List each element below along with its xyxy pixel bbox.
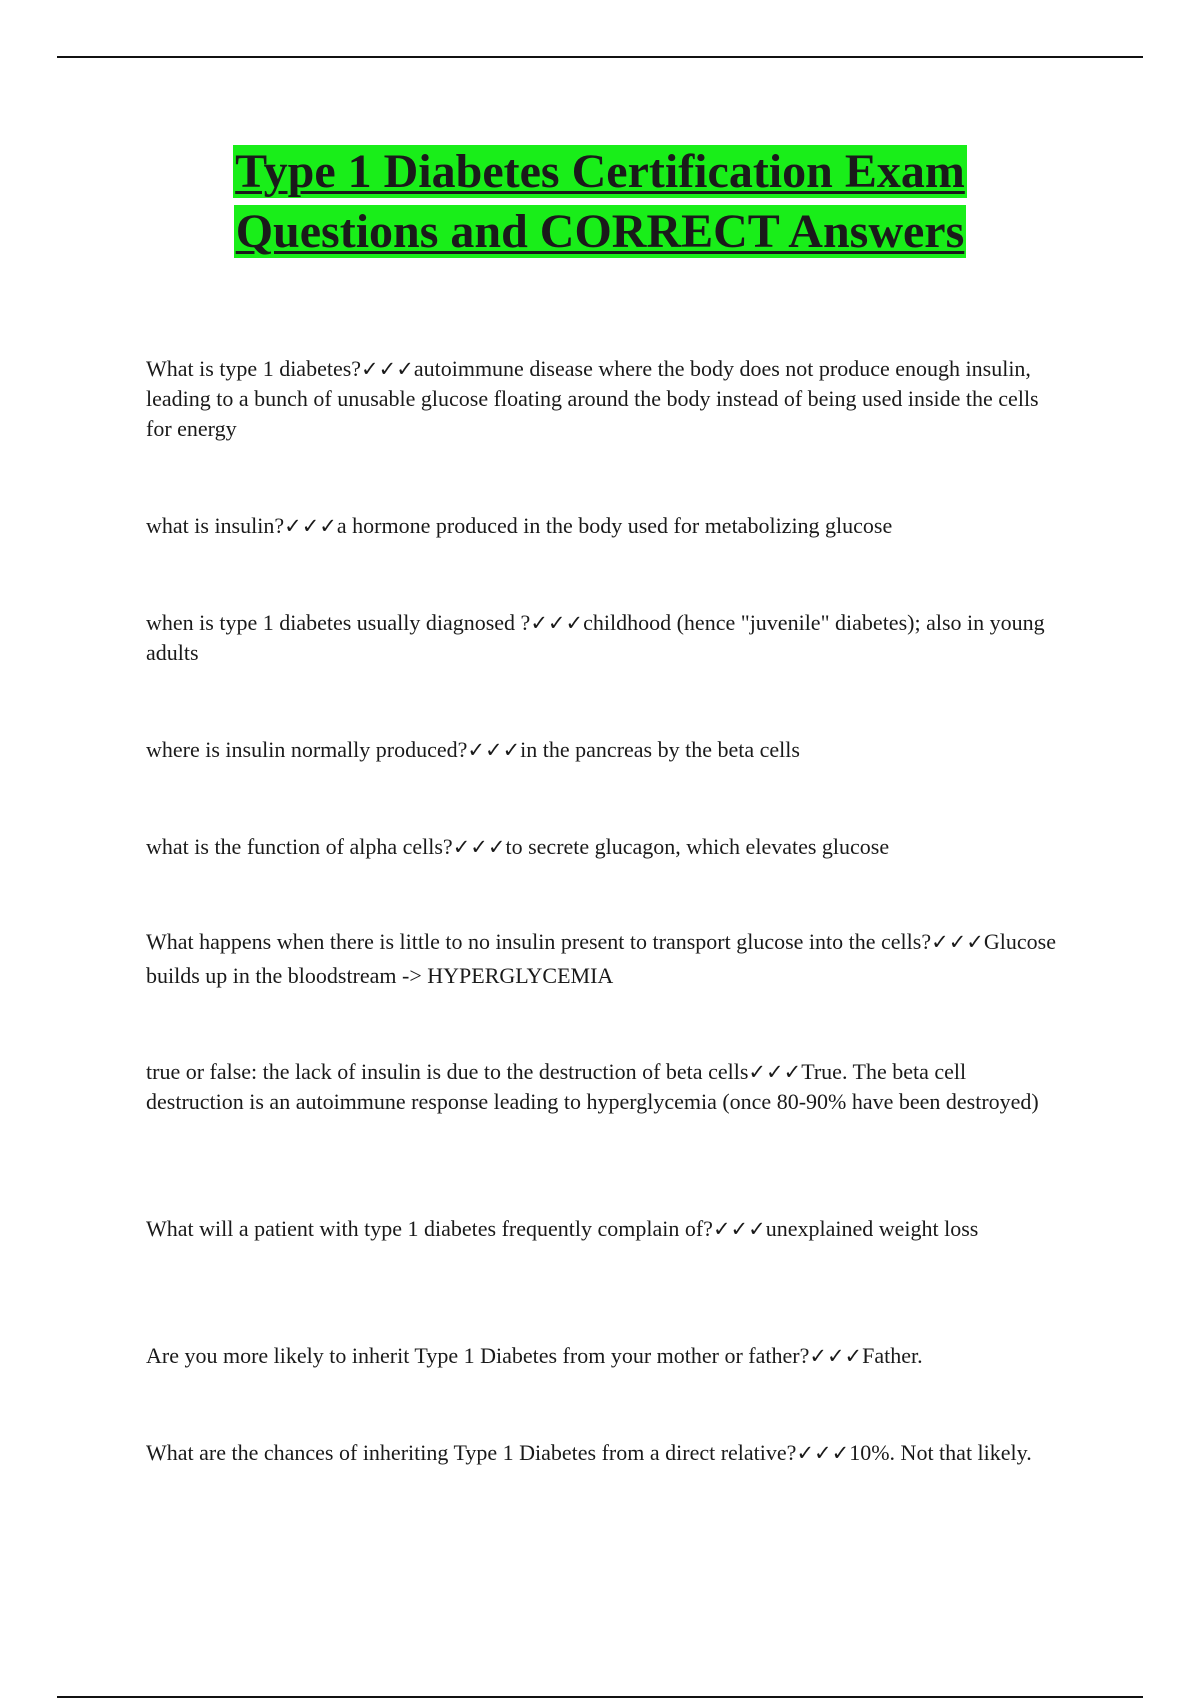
answer-text: unexplained weight loss: [765, 1216, 979, 1241]
qa-item-10: [146, 1438, 1066, 1468]
answer-text: childhood (hence "juvenile" diabetes); also in young adults: [146, 610, 1045, 665]
answer-text: Father.: [862, 1343, 923, 1368]
checkmark-icon: ✓✓✓: [452, 835, 506, 859]
top-rule: [57, 56, 1143, 58]
qa-item-2: [146, 511, 1066, 541]
title-block: [0, 142, 1200, 262]
title-line-1: Type 1 Diabetes Certification Exam: [235, 145, 965, 198]
checkmark-icon: ✓✓✓: [748, 1060, 802, 1084]
answer-text: Glucose builds up in the bloodstream -> HYPERGLYCEMIA: [146, 929, 1056, 988]
answer-text: True. The beta cell destruction is an autoimmune response leading to hyperglycemia (once 80-90% have been destroyed): [146, 1059, 1039, 1114]
qa-item-9: [146, 1341, 1066, 1371]
title-line-2: Questions and CORRECT Answers: [235, 205, 965, 258]
answer-text: in the pancreas by the beta cells: [520, 737, 800, 762]
qa-item-3: [146, 608, 1066, 668]
question-text: What happens when there is little to no insulin present to transport glucose into the cells?: [146, 929, 932, 954]
qa-item-1: [146, 354, 1066, 444]
checkmark-icon: ✓✓✓: [931, 930, 984, 954]
qa-item-4: [146, 735, 1066, 765]
question-text: where is insulin normally produced?: [146, 737, 468, 762]
answer-text: a hormone produced in the body used for metabolizing glucose: [336, 513, 893, 538]
document-title: [0, 142, 1200, 262]
qa-item-8: [146, 1214, 1066, 1244]
answer-text: to secrete glucagon, which elevates glucose: [505, 834, 890, 859]
question-text: What are the chances of inheriting Type 1 Diabetes from a direct relative?: [146, 1440, 797, 1465]
checkmark-icon: ✓✓✓: [809, 1344, 863, 1368]
question-text: when is type 1 diabetes usually diagnosed ?: [146, 610, 531, 635]
question-text: What is type 1 diabetes?: [146, 356, 362, 381]
checkmark-icon: ✓✓✓: [712, 1217, 766, 1241]
qa-item-5: [146, 832, 1066, 862]
checkmark-icon: ✓✓✓: [530, 611, 584, 635]
checkmark-icon: ✓✓✓: [467, 738, 521, 762]
question-text: what is insulin?: [146, 513, 285, 538]
question-text: true or false: the lack of insulin is due to the destruction of beta cells: [146, 1059, 749, 1084]
qa-item-7: [146, 1057, 1066, 1117]
question-text: Are you more likely to inherit Type 1 Diabetes from your mother or father?: [146, 1343, 810, 1368]
checkmark-icon: ✓✓✓: [284, 514, 337, 538]
checkmark-icon: ✓✓✓: [796, 1441, 850, 1465]
answer-text: autoimmune disease where the body does not produce enough insulin, leading to a bunch of unusable glucose floating around the body instead of being used inside the cells for energy: [146, 356, 1039, 441]
question-text: What will a patient with type 1 diabetes frequently complain of?: [146, 1216, 713, 1241]
checkmark-icon: ✓✓✓: [361, 357, 414, 381]
answer-text: 10%. Not that likely.: [849, 1440, 1032, 1465]
bottom-rule: [57, 1696, 1143, 1698]
question-text: what is the function of alpha cells?: [146, 834, 453, 859]
qa-item-6: [146, 925, 1066, 993]
